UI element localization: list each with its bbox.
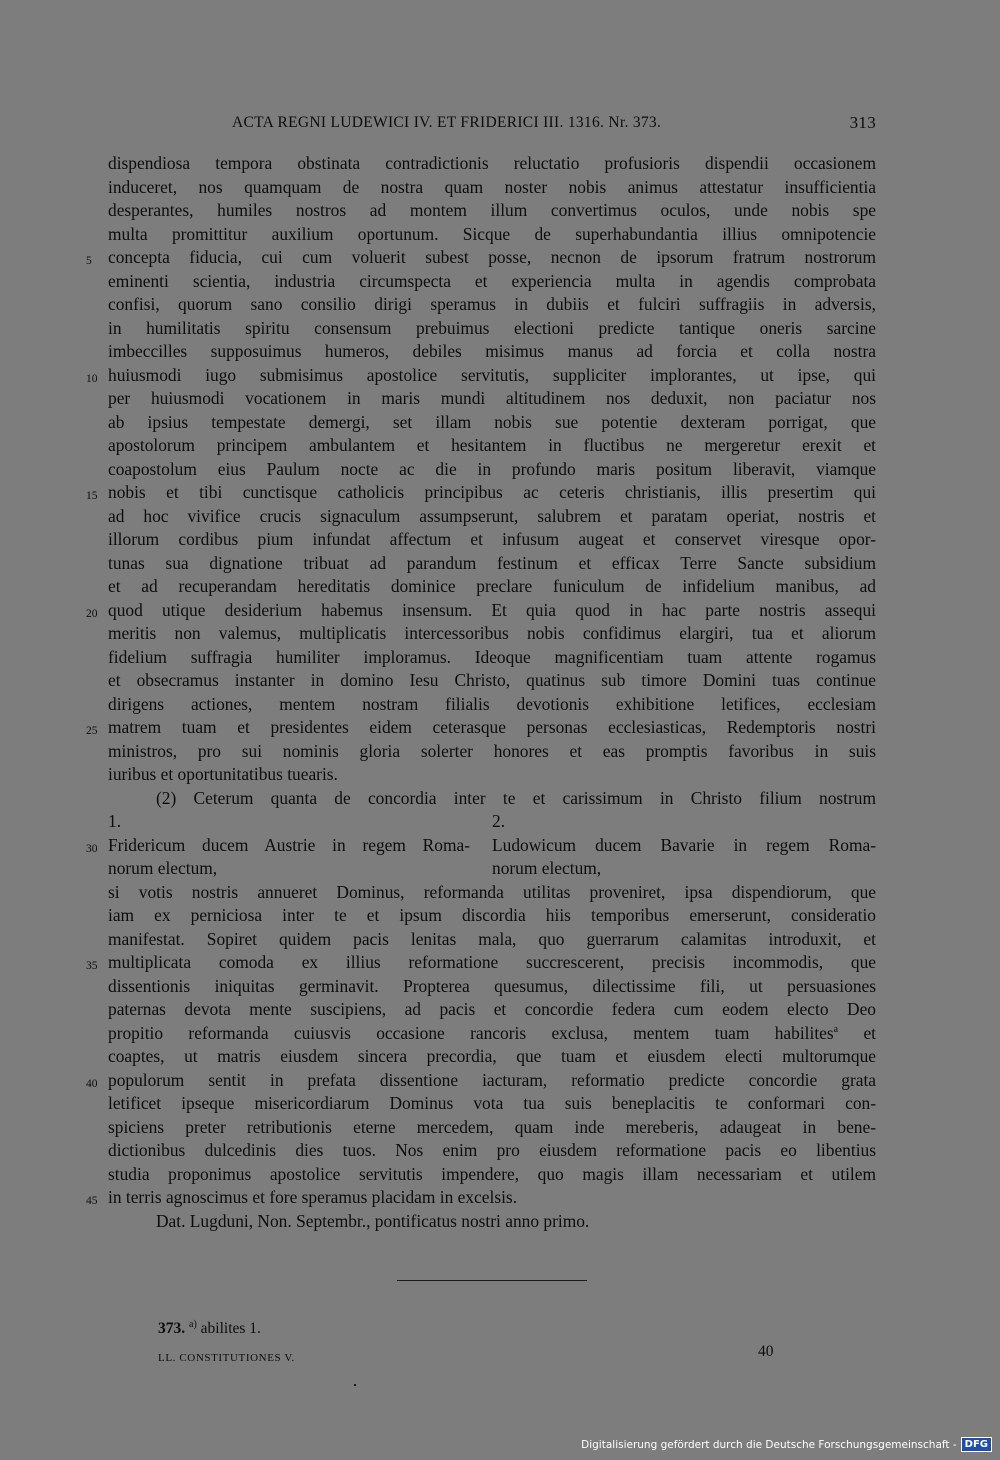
- footnote-document-number: 373.: [158, 1320, 186, 1337]
- text-line: et obsecramus instanter in domino Iesu Christo, quatinus sub timore Domini tuas continue: [108, 670, 876, 690]
- text-line: eminenti scientia, industria circumspecta et experiencia multa in agendis comprobata: [108, 270, 876, 291]
- text-line: [86, 716, 876, 740]
- text-line: [86, 1186, 876, 1210]
- text-line: ad hoc vivifice crucis signaculum assumpserunt, salubrem et paratam operiat, nostris et: [108, 505, 876, 526]
- text-line: iuribus et oportunitatibus tuearis.: [108, 764, 338, 784]
- text-line: (2) Ceterum quanta de concordia inter te et carissimum in Christo filium nostrum: [156, 787, 876, 808]
- text-line: letificet ipseque misericordiarum Dominus vota tua suis beneplacitis te conformari con-: [108, 1093, 876, 1113]
- text-line-content: matrem tuam et presidentes eidem ceterasque personas ecclesiasticas, Redemptoris nostri: [108, 717, 876, 737]
- text-line: paternas devota mente suscipiens, ad pacis et concordie federa cum eodem electo Deo: [108, 999, 876, 1019]
- text-line: induceret, nos quamquam de nostra quam noster nobis animus attestatur insufficientia: [108, 176, 876, 197]
- text-line: [86, 481, 876, 505]
- line-number: 25: [86, 725, 98, 737]
- text-line: [86, 364, 876, 388]
- footnote-marker: a: [833, 1023, 839, 1035]
- column-number: 1.: [108, 811, 122, 831]
- line-number: 20: [86, 607, 98, 620]
- two-column-block: [108, 857, 876, 881]
- text-line: ab ipsius tempestate demergi, set illam nobis sue potentie dexteram porrigat, que: [108, 411, 876, 432]
- text-line: et ad recuperandam hereditatis dominice preclare funiculum de infidelium manibus, ad: [108, 576, 876, 596]
- text-line: tunas sua dignatione tribuat ad parandum festinum et efficax Terre Sancte subsidium: [108, 552, 876, 573]
- line-number: 10: [86, 372, 98, 385]
- page-number: 313: [849, 113, 876, 132]
- text-line-content: quod utique desiderium habemus insensum. Et quia quod in hac parte nostris assequi: [108, 599, 876, 620]
- text-line: imbeccilles supposuimus humeros, debiles misimus manus ad forcia et colla nostra: [108, 341, 876, 361]
- running-title: ACTA REGNI LUDEWICI IV. ET FRIDERICI III. 1316. Nr. 373.: [232, 114, 662, 131]
- text-line: apostolorum principem ambulantem et hesitantem in fluctibus ne mergeretur erexit et: [108, 435, 876, 455]
- text-line: dictionibus dulcedinis dies tuos. Nos enim pro eiusdem reformatione pacis eo libentius: [108, 1140, 876, 1160]
- text-line: per huiusmodi vocationem in maris mundi altitudinem nos deduxit, non paciatur nos: [108, 388, 876, 408]
- text-line-content: populorum sentit in prefata dissentione iacturam, reformatio predicte concordie grata: [108, 1069, 876, 1090]
- text-line-content: propitio reformanda cuiusvis occasione rancoris exclusa, mentem tuam habilites: [108, 1022, 834, 1043]
- sheet-number: 40: [758, 1343, 774, 1360]
- column-text: norum electum,: [492, 858, 602, 878]
- text-line: [86, 951, 876, 975]
- two-column-block: [108, 810, 876, 834]
- line-number: 15: [86, 490, 98, 502]
- text-line: studia proponimus apostolice servitutis impendere, quo magis illam necessariam et utilem: [108, 1163, 876, 1184]
- footnote-marker: a): [189, 1318, 197, 1330]
- text-line-content: multiplicata comoda ex illius reformatione succrescerent, precisis incommodis, que: [108, 952, 876, 972]
- column-text: norum electum,: [108, 858, 218, 878]
- text-line: coaptes, ut matris eiusdem sincera precordia, que tuam et eiusdem electi multorumque: [108, 1046, 876, 1066]
- text-line: coapostolum eius Paulum nocte ac die in profundo maris positum liberavit, viamque: [108, 458, 876, 479]
- text-line: desperantes, humiles nostros ad montem illum convertimus oculos, unde nobis spe: [108, 200, 876, 220]
- text-line: [86, 246, 876, 270]
- text-line: manifestat. Sopiret quidem pacis lenitas mala, quo guerrarum calamitas introduxit, et: [108, 928, 876, 949]
- two-column-block: [86, 834, 876, 858]
- text-line: confisi, quorum sano consilio dirigi speramus in dubiis et fulciri suffragiis in adversis,: [108, 294, 876, 314]
- footnote-text: abilites 1.: [200, 1320, 261, 1337]
- dfg-logo-icon: DFG: [961, 1437, 992, 1452]
- text-line: [86, 599, 876, 623]
- text-line: fidelium suffragia humiliter imploramus. Ideoque magnificentiam tuam attente rogamus: [108, 646, 876, 667]
- text-line: [108, 1022, 876, 1046]
- dating-clause: Dat. Lugduni, Non. Septembr., pontificatus nostri anno primo.: [156, 1210, 590, 1231]
- dfg-credit-bar: [581, 1437, 992, 1452]
- footnote: [158, 1320, 261, 1338]
- text-line-content: concepta fiducia, cui cum voluerit subest posse, necnon de ipsorum fratrum nostrorum: [108, 247, 876, 267]
- text-line: dispendiosa tempora obstinata contradictionis reluctatio profusioris dispendii occasionem: [108, 153, 876, 173]
- text-line: iam ex perniciosa inter te et ipsum discordia hiis temporibus emerserunt, consideratio: [108, 905, 876, 925]
- line-number: 40: [86, 1077, 98, 1090]
- text-line-content: nobis et tibi cunctisque catholicis principibus ac ceteris christianis, illis presertim qui: [108, 482, 876, 502]
- line-number: 5: [86, 255, 92, 267]
- text-line: spiciens preter retributionis eterne mercedem, quam inde mereberis, adaugeat in bene-: [108, 1116, 876, 1137]
- dfg-credit-text: Digitalisierung gefördert durch die Deutsche Forschungsgemeinschaft -: [581, 1438, 957, 1451]
- text-line-content: in terris agnoscimus et fore speramus placidam in excelsis.: [108, 1187, 518, 1207]
- text-line: in humilitatis spiritu consensum prebuimus electioni predicte tantique oneris sarcine: [108, 317, 876, 338]
- text-line: multa promittitur auxilium oportunum. Sicque de superhabundantia illius omnipotencie: [108, 223, 876, 244]
- text-line: meritis non valemus, multiplicatis intercessoribus nobis confidimus elargiri, tua et aliorum: [108, 623, 876, 643]
- line-number: 35: [86, 960, 98, 972]
- column-text: Ludowicum ducem Bavarie in regem Roma-: [492, 834, 876, 855]
- footnote-separator: [397, 1280, 587, 1281]
- collection-signature: LL. CONSTITUTIONES V.: [158, 1352, 295, 1364]
- text-line: ministros, pro sui nominis gloria solerter honores et eas promptis favoribus in suis: [108, 740, 876, 761]
- text-line: dissentionis iniquitas germinavit. Propterea quesumus, dilectissime fili, ut persuasiones: [108, 975, 876, 996]
- document-body: [86, 152, 876, 1233]
- text-line: si votis nostris annueret Dominus, reformanda utilitas proveniret, ipsa dispendiorum, que: [108, 881, 876, 902]
- column-number: 2.: [492, 811, 506, 831]
- text-line-content: et: [838, 1022, 876, 1043]
- line-number: 45: [86, 1195, 98, 1207]
- line-number: 30: [86, 842, 98, 855]
- text-line: [86, 1069, 876, 1093]
- text-line: dirigens actiones, mentem nostram filialis devotionis exhibitione letifices, ecclesiam: [108, 693, 876, 714]
- scan-speck: [354, 1384, 356, 1386]
- text-line-content: huiusmodi iugo submisimus apostolice servitutis, suppliciter implorantes, ut ipse, qui: [108, 364, 876, 385]
- column-text: Fridericum ducem Austrie in regem Roma-: [108, 834, 470, 855]
- text-line: illorum cordibus pium infundat affectum et infusum augeat et conservet viresque opor-: [108, 529, 876, 549]
